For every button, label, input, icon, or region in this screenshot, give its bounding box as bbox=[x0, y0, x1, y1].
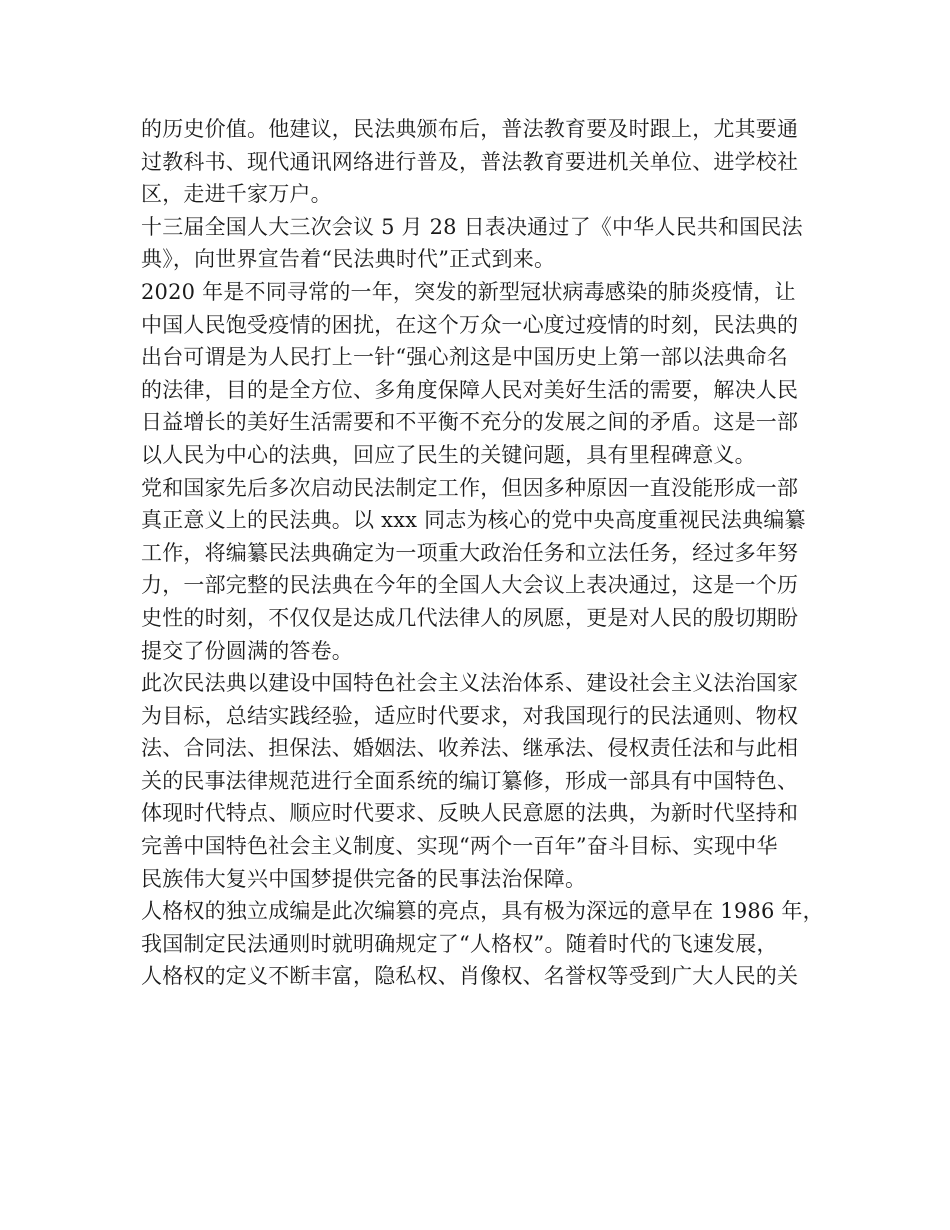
text-line: 提交了份圆满的答卷。 bbox=[141, 638, 353, 663]
text-line: 力，一部完整的民法典在今年的全国人大会议上表决通过，这是一个历 bbox=[141, 573, 799, 598]
text-line: 法、合同法、担保法、婚姻法、收养法、继承法、侵权责任法和与此相 bbox=[141, 736, 799, 761]
text-line: 区，走进千家万户。 bbox=[141, 182, 332, 207]
text-line: 工作，将编纂民法典确定为一项重大政治任务和立法任务，经过多年努 bbox=[141, 540, 799, 565]
text-line: 史性的时刻，不仅仅是达成几代法律人的夙愿，更是对人民的殷切期盼 bbox=[141, 605, 799, 630]
text-line: 典》，向世界宣告着“民法典时代”正式到来。 bbox=[141, 247, 556, 272]
text-line: 2020 年是不同寻常的一年，突发的新型冠状病毒感染的肺炎疫情，让 bbox=[141, 279, 796, 304]
text-line: 党和国家先后多次启动民法制定工作，但因多种原因一直没能形成一部 bbox=[141, 475, 799, 500]
text-line: 出台可谓是为人民打上一针“强心剂这是中国历史上第一部以法典命名 bbox=[141, 345, 788, 370]
text-line: 日益增长的美好生活需要和不平衡不充分的发展之间的矛盾。这是一部 bbox=[141, 410, 799, 435]
text-line: 体现时代特点、顺应时代要求、反映人民意愿的法典，为新时代坚持和 bbox=[141, 801, 799, 826]
text-line: 我国制定民法通则时就明确规定了“人格权”。随着时代的飞速发展， bbox=[141, 931, 778, 956]
text-line: 的历史价值。他建议，民法典颁布后，普法教育要及时跟上，尤其要通 bbox=[141, 117, 799, 141]
text-line: 过教科书、现代通讯网络进行普及，普法教育要进机关单位、进学校社 bbox=[141, 149, 799, 174]
text-line: 为目标，总结实践经验，适应时代要求，对我国现行的民法通则、物权 bbox=[141, 703, 799, 728]
text-line: 人格权的独立成编是此次编篡的亮点，具有极为深远的意早在 1986 年， bbox=[141, 899, 824, 924]
text-line: 此次民法典以建设中国特色社会主义法治体系、建设社会主义法治国家 bbox=[141, 671, 799, 696]
text-line: 真正意义上的民法典。以 xxx 同志为核心的党中央高度重视民法典编纂 bbox=[141, 508, 806, 533]
text-line: 民族伟大复兴中国梦提供完备的民事法治保障。 bbox=[141, 866, 587, 891]
text-line: 关的民事法律规范进行全面系统的编订纂修，形成一部具有中国特色、 bbox=[141, 768, 799, 793]
text-line: 的法律，目的是全方位、多角度保障人民对美好生活的需要，解决人民 bbox=[141, 377, 799, 402]
text-line: 完善中国特色社会主义制度、实现“两个一百年”奋斗目标、实现中华 bbox=[141, 834, 778, 859]
text-line: 人格权的定义不断丰富，隐私权、肖像权、名誉权等受到广大人民的关 bbox=[141, 964, 799, 989]
text-line: 十三届全国人大三次会议 5 月 28 日表决通过了《中华人民共和国民法 bbox=[141, 214, 803, 239]
text-line: 以人民为中心的法典，回应了民生的关键问题，具有里程碑意义。 bbox=[141, 442, 756, 467]
text-line: 中国人民饱受疫情的困扰，在这个万众一心度过疫情的时刻，民法典的 bbox=[141, 312, 799, 337]
document-body bbox=[141, 113, 824, 993]
